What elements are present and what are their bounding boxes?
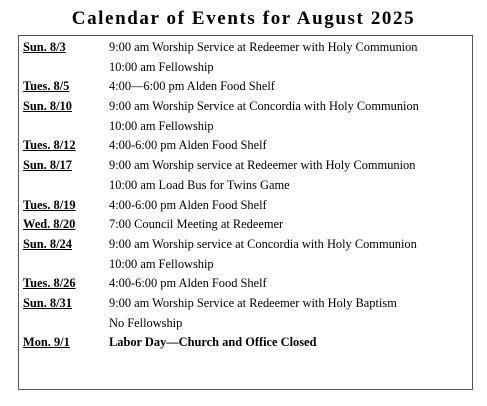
event-description: 10:00 am Load Bus for Twins Game xyxy=(109,177,290,192)
events-list xyxy=(23,38,472,353)
calendar-title: Calendar of Events for August 2025 xyxy=(71,8,416,29)
event-date: Tues. 8/26 xyxy=(23,276,76,291)
event-description: 10:00 am Fellowship xyxy=(109,59,214,74)
event-date: Tues. 8/5 xyxy=(23,79,70,94)
event-row xyxy=(23,58,472,78)
event-description: 4:00-6:00 pm Alden Food Shelf xyxy=(109,197,267,212)
event-description: 9:00 am Worship Service at Redeemer with Holy Baptism xyxy=(109,295,397,310)
event-description: 9:00 am Worship Service at Redeemer with Holy Communion xyxy=(109,40,418,54)
event-description: Labor Day—Church and Office Closed xyxy=(109,335,317,350)
event-description: 7:00 Council Meeting at Redeemer xyxy=(109,217,284,232)
event-row xyxy=(23,38,472,58)
event-row xyxy=(23,274,472,294)
event-row xyxy=(23,97,472,117)
event-row xyxy=(23,156,472,176)
event-description: 4:00-6:00 pm Alden Food Shelf xyxy=(109,138,267,153)
event-row xyxy=(23,136,472,156)
event-description: 9:00 am Worship service at Redeemer with Holy Communion xyxy=(109,158,416,173)
event-date: Sun. 8/3 xyxy=(23,40,66,54)
event-row xyxy=(23,77,472,97)
event-row xyxy=(23,314,472,334)
event-description: No Fellowship xyxy=(109,315,183,330)
event-description: 10:00 am Fellowship xyxy=(109,118,214,133)
event-row xyxy=(23,294,472,314)
event-row xyxy=(23,215,472,235)
event-row xyxy=(23,176,472,196)
event-row xyxy=(23,235,472,255)
event-description: 4:00-6:00 pm Alden Food Shelf xyxy=(109,276,267,291)
event-date: Mon. 9/1 xyxy=(23,335,70,350)
event-row xyxy=(23,117,472,137)
event-date: Sun. 8/24 xyxy=(23,236,72,251)
event-date: Sun. 8/17 xyxy=(23,158,72,173)
event-row xyxy=(23,333,472,353)
event-date: Sun. 8/31 xyxy=(23,295,72,310)
event-description: 10:00 am Fellowship xyxy=(109,256,214,271)
event-date: Tues. 8/12 xyxy=(23,138,76,153)
event-date: Tues. 8/19 xyxy=(23,197,76,212)
events-table xyxy=(18,35,473,390)
event-row xyxy=(23,255,472,275)
event-description: 4:00—6:00 pm Alden Food Shelf xyxy=(109,79,275,94)
event-date: Sun. 8/10 xyxy=(23,99,72,114)
event-date: Wed. 8/20 xyxy=(23,217,76,232)
event-row xyxy=(23,196,472,216)
event-description: 9:00 am Worship service at Concordia with Holy Communion xyxy=(109,236,417,251)
event-description: 9:00 am Worship Service at Concordia with Holy Communion xyxy=(109,99,419,114)
